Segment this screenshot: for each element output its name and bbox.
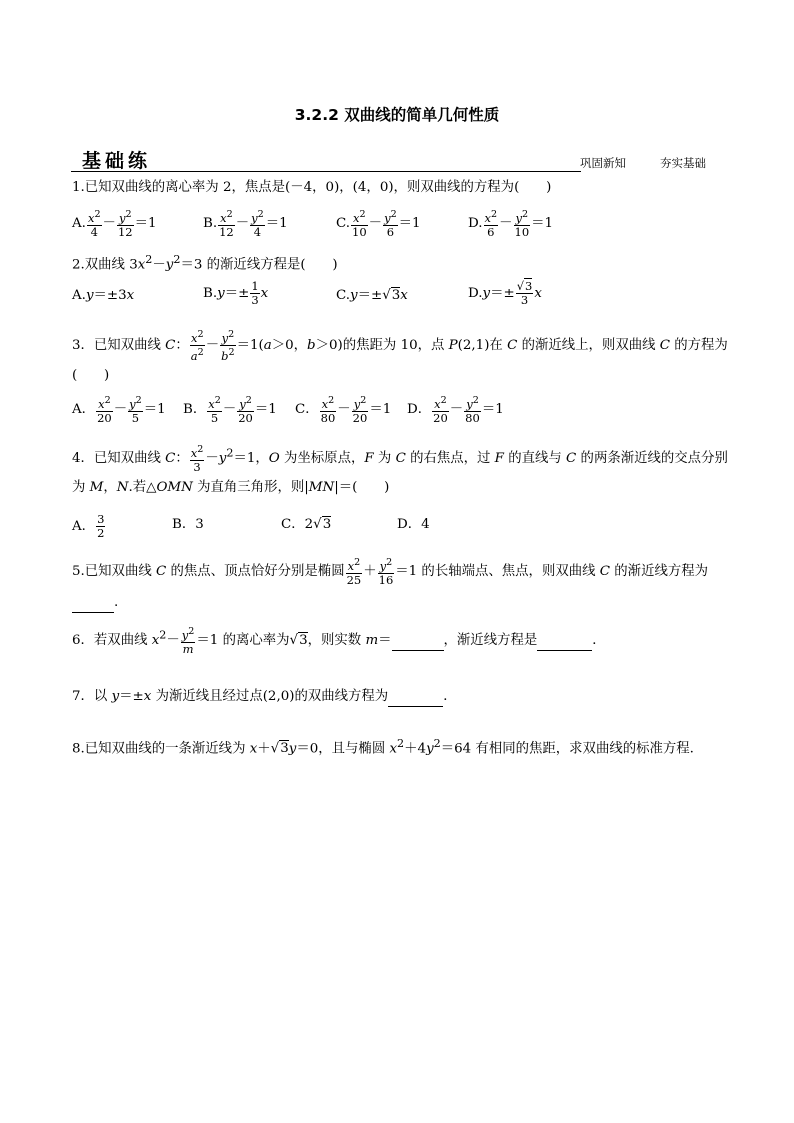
question-2-option-d: D.y＝± $\frac{√3}{3}$ x <box>468 279 542 307</box>
question-1-option-a: A. $\frac{x^2}{4}$ － $\frac{y^2}{12}$ ＝1 <box>72 209 157 239</box>
question-5-answer-blank[interactable]: . <box>72 594 118 613</box>
question-3-paren: ( ) <box>72 368 110 383</box>
question-8-stem: 8.已知双曲线的一条渐近线为 x＋√3y＝0，且与椭圆 $x^2+4y^2=64$ 有相同的焦距，求双曲线的标准方程. <box>72 737 694 757</box>
section-tag-right: 夯实基础 <box>660 156 706 170</box>
question-1-option-c: C. $\frac{x^2}{10}$ － $\frac{y^2}{6}$ ＝1 <box>336 209 421 239</box>
question-4-stem: 4．已知双曲线 C： $\frac{x^2}{3}$ $-y^2=1$，O 为坐标原点，F 为 C 的右焦点，过 F 的直线与 C 的两条渐近线的交点分别 <box>72 444 728 474</box>
question-3-option-d: D． $\frac{x^2}{20}$ － $\frac{y^2}{80}$ ＝1 <box>407 395 504 425</box>
question-2-option-c: C.y＝±√3x <box>336 288 408 303</box>
question-6-blank-asymptote[interactable] <box>537 632 592 651</box>
question-7-stem: 7．以 y＝±x 为渐近线且经过点(2,0)的双曲线方程为 ． <box>72 688 457 707</box>
question-6-blank-m[interactable] <box>392 632 444 651</box>
section-tag-left: 巩固新知 <box>580 156 626 170</box>
question-4-option-d: D．4 <box>397 517 430 532</box>
question-2-stem: 2.双曲线 $3x^2-y^2=3$ 的渐近线方程是( ) <box>72 253 338 273</box>
section-divider <box>71 171 581 172</box>
question-3-option-c: C． $\frac{x^2}{80}$ － $\frac{y^2}{20}$ ＝1 <box>295 395 392 425</box>
question-3-option-b: B． $\frac{x^2}{5}$ － $\frac{y^2}{20}$ ＝1 <box>183 395 277 425</box>
page-title: 3.2.2 双曲线的简单几何性质 <box>294 106 500 124</box>
question-5-stem: 5.已知双曲线 C 的焦点、顶点恰好分别是椭圆 $\frac{x^2}{25}$ ＋ $\frac{y^2}{16}$ ＝1 的长轴端点、焦点，则双曲线 C 的渐近线方程为 <box>72 557 709 587</box>
question-1-option-b: B. $\frac{x^2}{12}$ － $\frac{y^2}{4}$ ＝1 <box>203 209 288 239</box>
question-1-option-d: D. $\frac{x^2}{6}$ － $\frac{y^2}{10}$ ＝1 <box>468 209 554 239</box>
question-4-option-c: C．2√3 <box>281 517 332 532</box>
question-6-stem: 6．若双曲线 $x^2-$ $\frac{y^2}{m}$ ＝1 的离心率为√3，则实数 m＝ ，渐近线方程是 ． <box>72 626 606 656</box>
question-4-stem-line2: 为 M，N.若△OMN 为直角三角形，则|MN|＝( ) <box>72 480 390 495</box>
question-1-stem: 1.已知双曲线的离心率为 2，焦点是(－4，0)，(4，0)，则双曲线的方程为( ) <box>72 180 552 195</box>
question-4-option-b: B．3 <box>172 517 204 532</box>
question-3-stem: 3．已知双曲线 C： $\frac{x^2}{a^2}$ － $\frac{y^2}{b^2}$ ＝1(a＞0，b＞0)的焦距为 10，点 P(2,1)在 C 的渐近线上，则双曲线 C 的方程为 <box>72 329 728 363</box>
question-2-option-a: A.y＝±3x <box>72 288 135 303</box>
question-3-option-a: A． $\frac{x^2}{20}$ － $\frac{y^2}{5}$ ＝1 <box>72 395 166 425</box>
section-heading: 基础练 <box>82 150 152 172</box>
question-7-blank[interactable] <box>388 688 443 707</box>
question-4-option-a: A． $\frac{3}{2}$ <box>72 512 105 540</box>
question-2-option-b: B.y＝± $\frac{1}{3}$ x <box>203 279 269 307</box>
